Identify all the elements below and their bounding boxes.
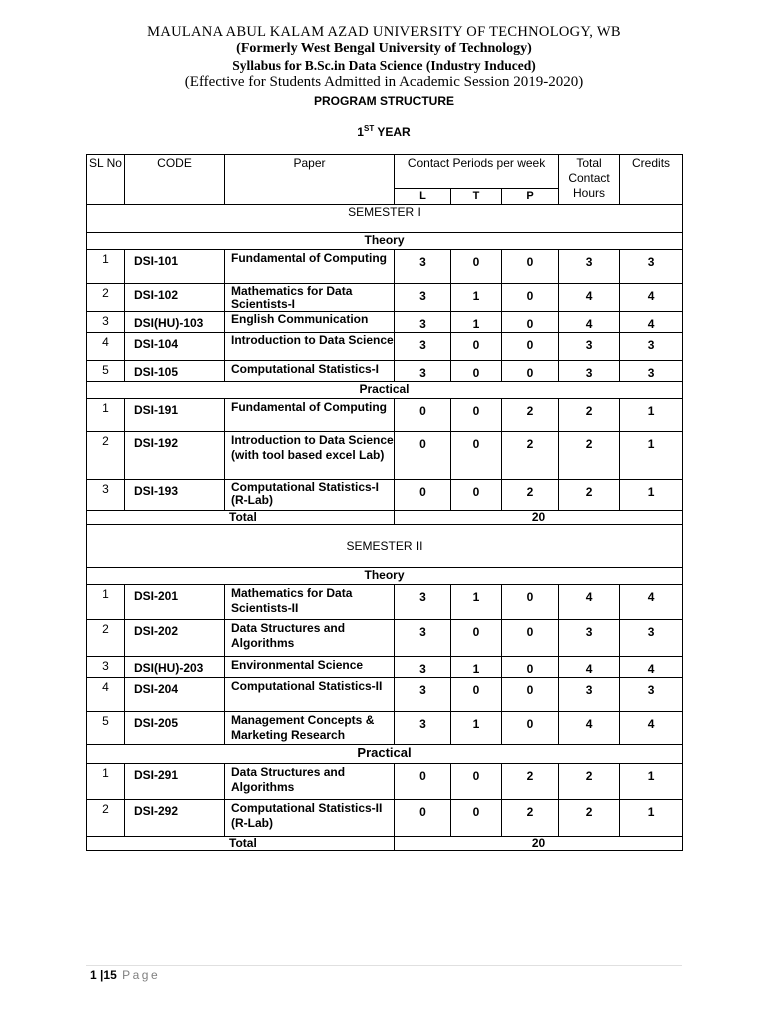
tutorial-periods: 1	[451, 312, 502, 333]
sl-number: 1	[87, 585, 125, 620]
course-code: DSI(HU)-203	[125, 657, 225, 678]
year-word: YEAR	[377, 125, 411, 139]
tutorial-periods: 1	[451, 712, 502, 745]
course-code: DSI-193	[125, 480, 225, 511]
year-suffix: ST	[363, 124, 375, 133]
sl-number: 1	[87, 250, 125, 284]
theory-label-row	[87, 233, 683, 250]
course-paper: Mathematics for Data Scientists-II	[225, 585, 395, 620]
course-row	[87, 585, 683, 620]
col-header-contact: Contact Periods per week	[395, 155, 559, 189]
lecture-periods: 0	[395, 764, 451, 800]
theory-label: Theory	[87, 233, 683, 250]
course-paper: Computational Statistics-I (R-Lab)	[225, 480, 395, 511]
course-paper: Introduction to Data Science	[225, 333, 395, 361]
tutorial-periods: 0	[451, 250, 502, 284]
credits: 4	[620, 312, 683, 333]
lecture-periods: 3	[395, 585, 451, 620]
credits: 4	[620, 585, 683, 620]
col-header-sl: SL No	[87, 155, 125, 205]
course-row	[87, 284, 683, 312]
credits: 3	[620, 333, 683, 361]
course-code: DSI-202	[125, 620, 225, 657]
course-row	[87, 620, 683, 657]
page-count: 15	[103, 968, 117, 982]
year-number: 1	[357, 125, 364, 139]
credits: 3	[620, 361, 683, 382]
practical-periods: 0	[502, 657, 559, 678]
course-paper: Computational Statistics-I	[225, 361, 395, 382]
course-paper: Mathematics for Data Scientists-I	[225, 284, 395, 312]
sl-number: 4	[87, 678, 125, 712]
page-separator: |	[100, 968, 104, 982]
total-row	[87, 837, 683, 851]
course-code: DSI(HU)-103	[125, 312, 225, 333]
sl-number: 5	[87, 712, 125, 745]
sl-number: 1	[87, 764, 125, 800]
course-paper: English Communication	[225, 312, 395, 333]
total-value: 20	[395, 511, 683, 525]
credits: 1	[620, 399, 683, 432]
course-paper: Fundamental of Computing	[225, 399, 395, 432]
lecture-periods: 0	[395, 800, 451, 837]
page-footer	[90, 968, 160, 982]
formerly-line: (Formerly West Bengal University of Technology)	[236, 41, 532, 56]
practical-periods: 2	[502, 800, 559, 837]
practical-periods: 2	[502, 399, 559, 432]
lecture-periods: 3	[395, 678, 451, 712]
practical-periods: 2	[502, 480, 559, 511]
effective-line: (Effective for Students Admitted in Academic Session 2019-2020)	[184, 74, 584, 90]
course-row	[87, 432, 683, 480]
total-row	[87, 511, 683, 525]
course-row	[87, 480, 683, 511]
credits: 3	[620, 620, 683, 657]
practical-label: Practical	[87, 382, 683, 399]
sl-number: 2	[87, 432, 125, 480]
total-contact-hours: 4	[559, 657, 620, 678]
course-row	[87, 250, 683, 284]
sl-number: 1	[87, 399, 125, 432]
col-header-t: T	[451, 189, 502, 205]
credits: 1	[620, 432, 683, 480]
total-contact-hours: 2	[559, 432, 620, 480]
lecture-periods: 3	[395, 250, 451, 284]
sl-number: 2	[87, 620, 125, 657]
practical-periods: 0	[502, 312, 559, 333]
total-contact-hours: 2	[559, 764, 620, 800]
total-contact-hours: 2	[559, 399, 620, 432]
total-label: Total	[87, 837, 395, 851]
sl-number: 2	[87, 284, 125, 312]
credits: 3	[620, 678, 683, 712]
total-contact-hours: 2	[559, 480, 620, 511]
semester-title: SEMESTER I	[87, 205, 683, 233]
semester-title-row	[87, 525, 683, 568]
course-row	[87, 312, 683, 333]
practical-periods: 2	[502, 764, 559, 800]
course-paper: Environmental Science	[225, 657, 395, 678]
tutorial-periods: 1	[451, 284, 502, 312]
total-contact-hours: 3	[559, 620, 620, 657]
credits: 1	[620, 480, 683, 511]
total-contact-hours: 3	[559, 361, 620, 382]
lecture-periods: 0	[395, 399, 451, 432]
course-paper: Fundamental of Computing	[225, 250, 395, 284]
course-row	[87, 399, 683, 432]
practical-periods: 0	[502, 678, 559, 712]
course-code: DSI-291	[125, 764, 225, 800]
course-code: DSI-205	[125, 712, 225, 745]
course-code: DSI-104	[125, 333, 225, 361]
course-row	[87, 800, 683, 837]
tutorial-periods: 0	[451, 333, 502, 361]
col-header-l: L	[395, 189, 451, 205]
course-paper: Management Concepts & Marketing Research	[225, 712, 395, 745]
total-contact-hours: 2	[559, 800, 620, 837]
lecture-periods: 0	[395, 480, 451, 511]
sl-number: 5	[87, 361, 125, 382]
tutorial-periods: 0	[451, 764, 502, 800]
practical-periods: 0	[502, 284, 559, 312]
lecture-periods: 3	[395, 361, 451, 382]
practical-periods: 0	[502, 712, 559, 745]
lecture-periods: 3	[395, 712, 451, 745]
year-heading	[0, 124, 768, 139]
program-structure-table	[86, 154, 683, 851]
page-word: Page	[122, 968, 161, 982]
tutorial-periods: 0	[451, 480, 502, 511]
lecture-periods: 3	[395, 657, 451, 678]
course-paper: Introduction to Data Science (with tool based excel Lab)	[225, 432, 395, 480]
practical-periods: 0	[502, 620, 559, 657]
total-contact-hours: 4	[559, 312, 620, 333]
total-contact-hours: 4	[559, 585, 620, 620]
semester-title: SEMESTER II	[87, 525, 683, 568]
theory-label-row	[87, 568, 683, 585]
lecture-periods: 0	[395, 432, 451, 480]
credits: 1	[620, 800, 683, 837]
lecture-periods: 3	[395, 333, 451, 361]
course-row	[87, 678, 683, 712]
tutorial-periods: 0	[451, 620, 502, 657]
practical-label-row	[87, 745, 683, 764]
practical-periods: 2	[502, 432, 559, 480]
tutorial-periods: 0	[451, 678, 502, 712]
col-header-total-hours: Total Contact Hours	[559, 155, 620, 205]
credits: 4	[620, 657, 683, 678]
course-code: DSI-105	[125, 361, 225, 382]
sl-number: 3	[87, 657, 125, 678]
credits: 1	[620, 764, 683, 800]
course-paper: Computational Statistics-II (R-Lab)	[225, 800, 395, 837]
course-row	[87, 361, 683, 382]
tutorial-periods: 1	[451, 657, 502, 678]
tutorial-periods: 0	[451, 399, 502, 432]
lecture-periods: 3	[395, 312, 451, 333]
credits: 4	[620, 712, 683, 745]
lecture-periods: 3	[395, 620, 451, 657]
total-contact-hours: 3	[559, 678, 620, 712]
course-row	[87, 333, 683, 361]
sl-number: 4	[87, 333, 125, 361]
course-paper: Data Structures and Algorithms	[225, 764, 395, 800]
col-header-credits: Credits	[620, 155, 683, 205]
course-paper: Computational Statistics-II	[225, 678, 395, 712]
practical-periods: 0	[502, 250, 559, 284]
program-structure-heading: PROGRAM STRUCTURE	[314, 94, 454, 108]
lecture-periods: 3	[395, 284, 451, 312]
course-code: DSI-201	[125, 585, 225, 620]
total-label: Total	[87, 511, 395, 525]
course-row	[87, 764, 683, 800]
semester-title-row	[87, 205, 683, 233]
practical-periods: 0	[502, 585, 559, 620]
total-contact-hours: 3	[559, 333, 620, 361]
col-header-p: P	[502, 189, 559, 205]
total-value: 20	[395, 837, 683, 851]
practical-periods: 0	[502, 361, 559, 382]
university-title: MAULANA ABUL KALAM AZAD UNIVERSITY OF TECHNOLOGY, WB	[147, 24, 621, 40]
total-contact-hours: 3	[559, 250, 620, 284]
credits: 3	[620, 250, 683, 284]
course-code: DSI-292	[125, 800, 225, 837]
practical-label: Practical	[87, 745, 683, 764]
tutorial-periods: 0	[451, 800, 502, 837]
course-row	[87, 712, 683, 745]
col-header-paper: Paper	[225, 155, 395, 205]
table-body	[87, 155, 683, 851]
course-row	[87, 657, 683, 678]
sl-number: 2	[87, 800, 125, 837]
practical-periods: 0	[502, 333, 559, 361]
tutorial-periods: 1	[451, 585, 502, 620]
total-contact-hours: 4	[559, 712, 620, 745]
course-code: DSI-192	[125, 432, 225, 480]
total-contact-hours: 4	[559, 284, 620, 312]
tutorial-periods: 0	[451, 432, 502, 480]
page-number: 1	[90, 968, 97, 982]
course-code: DSI-101	[125, 250, 225, 284]
course-paper: Data Structures and Algorithms	[225, 620, 395, 657]
tutorial-periods: 0	[451, 361, 502, 382]
credits: 4	[620, 284, 683, 312]
course-code: DSI-204	[125, 678, 225, 712]
footer-divider	[86, 965, 682, 966]
syllabus-line: Syllabus for B.Sc.in Data Science (Industry Induced)	[232, 58, 536, 73]
course-code: DSI-191	[125, 399, 225, 432]
theory-label: Theory	[87, 568, 683, 585]
course-code: DSI-102	[125, 284, 225, 312]
sl-number: 3	[87, 480, 125, 511]
sl-number: 3	[87, 312, 125, 333]
practical-label-row	[87, 382, 683, 399]
col-header-code: CODE	[125, 155, 225, 205]
